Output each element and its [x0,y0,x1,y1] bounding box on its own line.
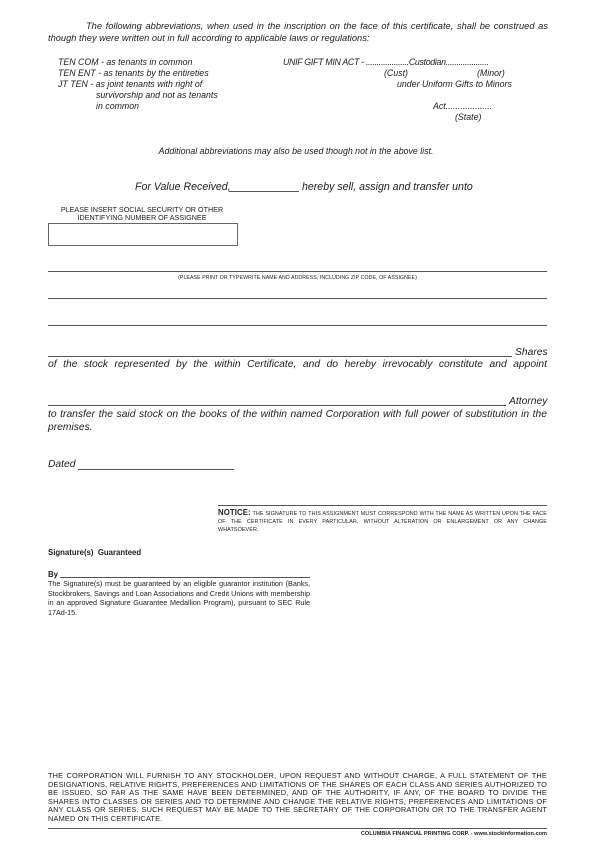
attorney-text: to transfer the said stock on the books of the within named Corporation with full power of substitution in the premises. [48,409,547,433]
abbr-jt-ten-cont1: survivorship and not as tenants [96,90,218,100]
shares-line[interactable] [48,356,512,357]
abbr-ten-com: TEN COM - as tenants in common [58,57,193,67]
state-label: (State) [455,112,482,122]
assignee-name-line[interactable] [48,271,547,272]
minor-label: (Minor) [477,68,505,78]
assignee-id-box[interactable] [48,223,238,246]
additional-abbreviations: Additional abbreviations may also be used though not in the above list. [158,146,434,156]
assignee-label-2: IDENTIFYING NUMBER OF ASSIGNEE [77,213,207,222]
guarantor-signature-line[interactable] [60,577,310,578]
attorney-label: Attorney [509,396,548,407]
printer-credit: COLUMBIA FINANCIAL PRINTING CORP. - www.stockinformation.com [360,831,547,837]
act-line: Act................... [433,101,493,111]
abbr-jt-ten-cont2: in common [96,101,140,111]
footer-disclosure: THE CORPORATION WILL FURNISH TO ANY STOCKHOLDER, UPON REQUEST AND WITHOUT CHARGE, A FULL STATEMENT OF THE DESIGNATIONS, RELATIVE RIGHTS, PREFERENCES AND LIMITATIONS OF THE SHARES OF EACH CLASS AND SERIES AUTHORIZED TO BE ISSUED, SO FAR AS THE SAME HAVE BEEN DETERMINED, AND OF THE AUTHORITY, IF ANY, OF THE BOARD TO DIVIDE THE SHARES INTO CLASSES OR SERIES AND TO DETERMINE AND CHANGE THE RELATIVE RIGHTS, PREFERENCES AND LIMITATIONS OF ANY CLASS OR SERIES. SUCH REQUEST MAY BE MADE TO THE SECRETARY OF THE CORPORATION OR TO THE TRANSFER AGENT NAMED ON THIS CERTIFICATE. [48,771,547,823]
notice-label: NOTICE: [218,508,251,517]
notice-block [218,509,547,534]
dated-line[interactable] [78,469,234,470]
address-line-1[interactable] [48,298,547,299]
by-label: By [48,570,58,579]
assignee-label-1: PLEASE INSERT SOCIAL SECURITY OR OTHER [60,205,224,214]
attorney-line[interactable] [48,405,506,406]
dated-label: Dated [48,459,76,470]
notice-text: THE SIGNATURE TO THIS ASSIGNMENT MUST CORRESPOND WITH THE NAME AS WRITTEN UPON THE FACE OF THE CERTIFICATE IN EVERY PARTICULAR, WITHOUT ALTERATION OR ENLARGEMENT OR ANY CHANGE WHATSOEVER. [218,511,547,533]
value-received-prefix: For Value Received, [135,181,231,193]
shares-text: of the stock represented by the within Certificate, and do hereby irrevocably constitute and appoint [48,359,547,370]
abbr-ten-ent: TEN ENT - as tenants by the entireties [58,68,209,78]
address-line-2[interactable] [48,325,547,326]
cust-label: (Cust) [384,68,408,78]
value-received-blank[interactable] [229,191,299,192]
value-received-suffix: hereby sell, assign and transfer unto [302,181,473,193]
uniform-gifts-line: under Uniform Gifts to Minors [397,79,512,89]
intro-paragraph: The following abbreviations, when used in the inscription on the face of this certificate, shall be construed as though they were written out in full according to applicable laws or regulations: [48,21,548,43]
unif-gift-line: UNIF GIFT MIN ACT - ....................Custodian.................... [283,57,489,67]
shares-label: Shares [515,347,548,358]
footer-rule [48,828,547,829]
guarantee-text: The Signature(s) must be guaranteed by an eligible guarantor institution (Banks, Stockbrokers, Savings and Loan Associations and Credit Unions with membership in an approved Signature Guarantee Medallion Program), pursuant to SEC Rule 17Ad-15. [48,579,310,617]
print-note: (PLEASE PRINT OR TYPEWRITE NAME AND ADDRESS, INCLUDING ZIP CODE, OF ASSIGNEE) [178,275,417,281]
signature-line[interactable] [218,505,547,506]
abbr-jt-ten: JT TEN - as joint tenants with right of [58,79,203,89]
signature-guaranteed-label: Signature(s) Guaranteed [48,548,142,557]
